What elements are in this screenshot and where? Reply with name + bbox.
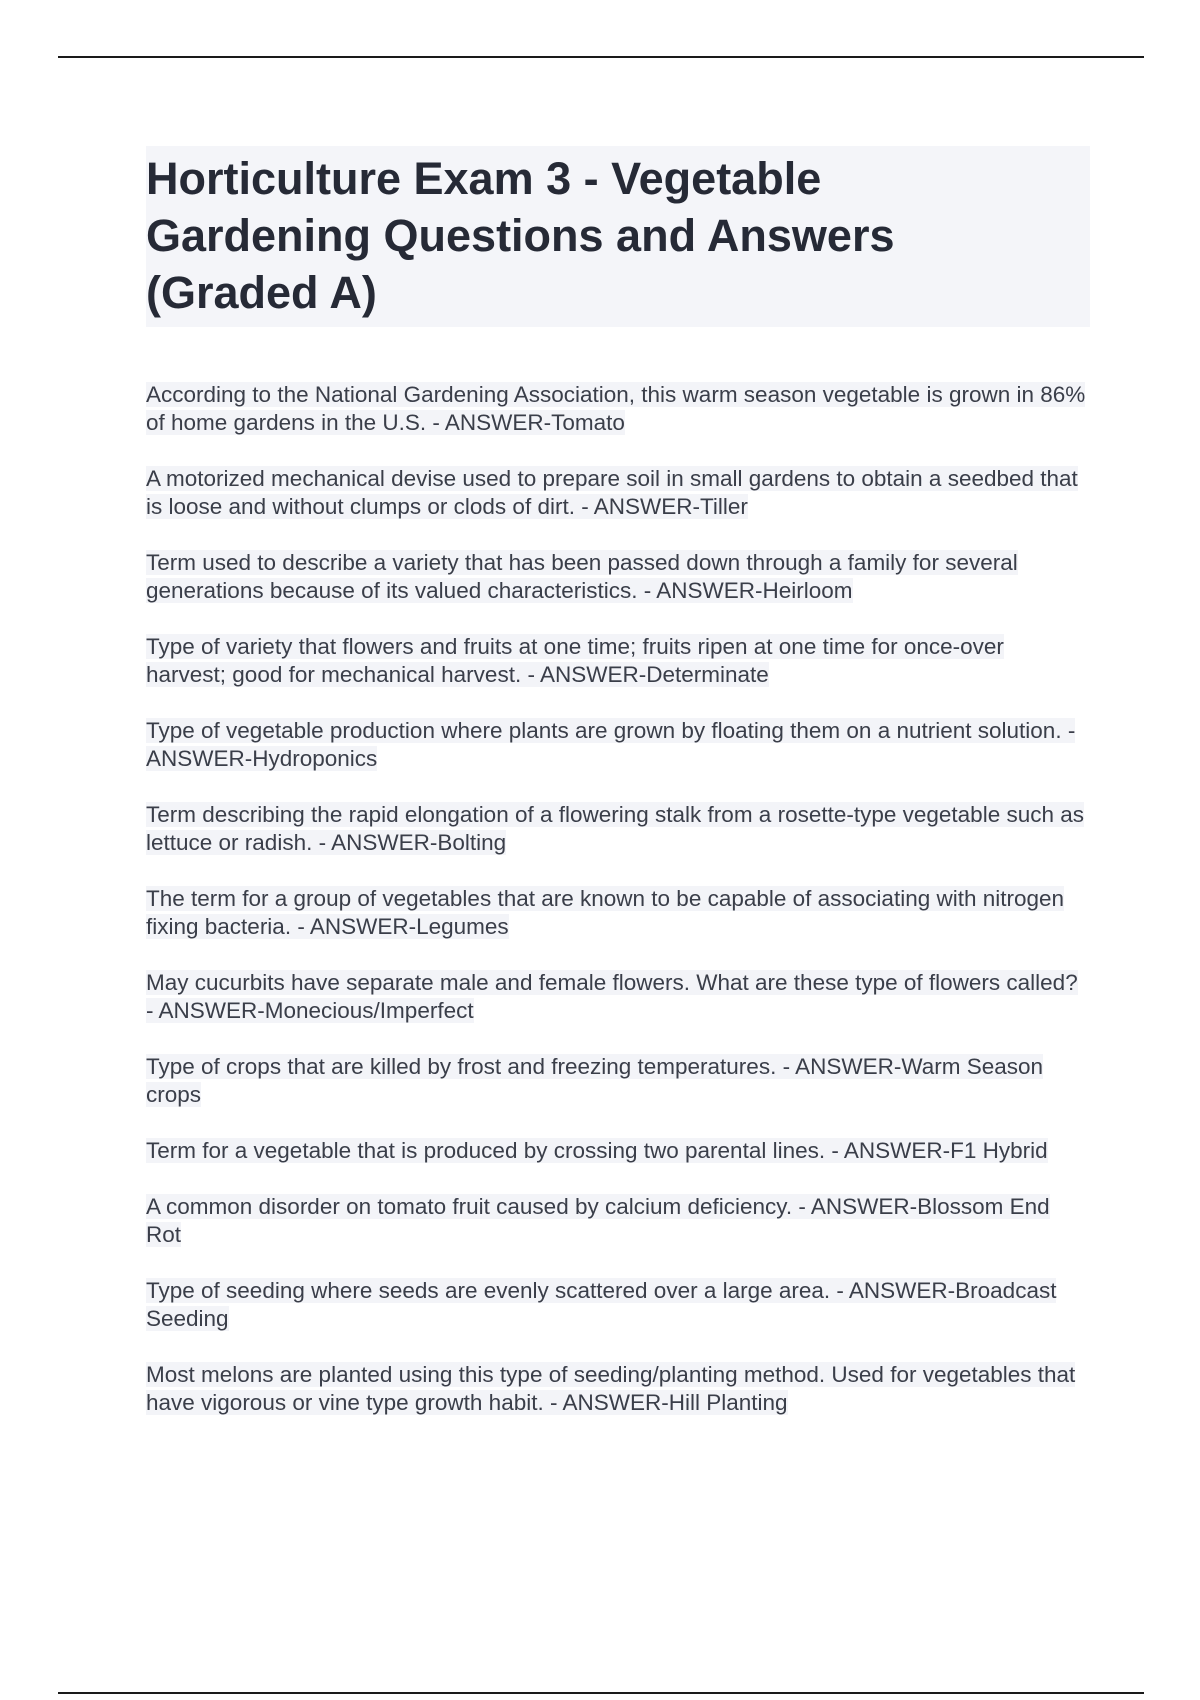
qa-text: A motorized mechanical devise used to prepare soil in small gardens to obtain a seedbed that is loose and without clumps or clods of dirt. - ANSWER-Tiller (146, 466, 1078, 519)
qa-text: Term describing the rapid elongation of a flowering stalk from a rosette-type vegetable such as lettuce or radish. - ANSWER-Bolting (146, 802, 1085, 855)
qa-item (146, 969, 1090, 1025)
qa-text: Type of variety that flowers and fruits at one time; fruits ripen at one time for once-over harvest; good for mechanical harvest. - ANSWER-Determinate (146, 634, 1004, 687)
qa-list (146, 381, 1090, 1417)
qa-text: Term for a vegetable that is produced by crossing two parental lines. - ANSWER-F1 Hybrid (146, 1138, 1048, 1163)
qa-text: May cucurbits have separate male and female flowers. What are these type of flowers called? - ANSWER-Monecious/Imperfect (146, 970, 1078, 1023)
qa-item (146, 717, 1090, 773)
top-rule (58, 56, 1144, 58)
qa-item (146, 1137, 1090, 1165)
qa-item (146, 801, 1090, 857)
qa-item (146, 1277, 1090, 1333)
title-block (146, 146, 1090, 327)
qa-item (146, 1361, 1090, 1417)
qa-text: The term for a group of vegetables that are known to be capable of associating with nitrogen fixing bacteria. - ANSWER-Legumes (146, 886, 1065, 939)
qa-item (146, 381, 1090, 437)
qa-item (146, 549, 1090, 605)
qa-item (146, 1193, 1090, 1249)
qa-text: Most melons are planted using this type of seeding/planting method. Used for vegetables that have vigorous or vine type growth habit. - ANSWER-Hill Planting (146, 1362, 1076, 1415)
qa-text: Type of seeding where seeds are evenly scattered over a large area. - ANSWER-Broadcast Seeding (146, 1278, 1057, 1331)
qa-item (146, 885, 1090, 941)
qa-item (146, 1053, 1090, 1109)
qa-text: According to the National Gardening Association, this warm season vegetable is grown in 86% of home gardens in the U.S. - ANSWER-Tomato (146, 382, 1086, 435)
qa-text: Term used to describe a variety that has been passed down through a family for several generations because of its valued characteristics. - ANSWER-Heirloom (146, 550, 1018, 603)
document-title: Horticulture Exam 3 - Vegetable Gardening Questions and Answers (Graded A) (146, 153, 895, 318)
document-body (146, 146, 1090, 1445)
bottom-rule (58, 1692, 1144, 1694)
qa-item (146, 465, 1090, 521)
qa-text: A common disorder on tomato fruit caused by calcium deficiency. - ANSWER-Blossom End Rot (146, 1194, 1050, 1247)
qa-item (146, 633, 1090, 689)
qa-text: Type of vegetable production where plants are grown by floating them on a nutrient solution. - ANSWER-Hydroponics (146, 718, 1076, 771)
qa-text: Type of crops that are killed by frost and freezing temperatures. - ANSWER-Warm Season crops (146, 1054, 1044, 1107)
